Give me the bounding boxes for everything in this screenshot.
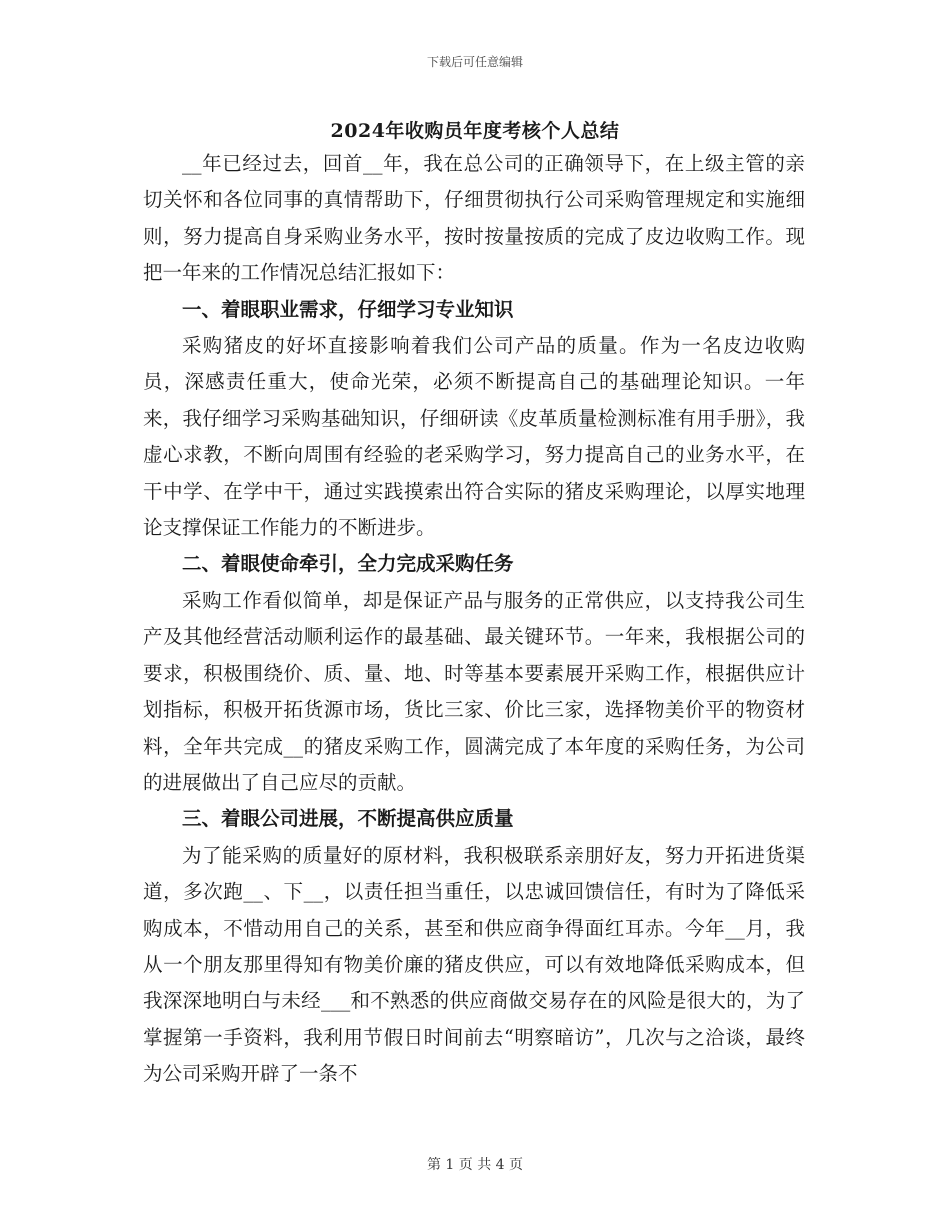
section-2-paragraph: 采购工作看似简单，却是保证产品与服务的正常供应，以支持我公司生产及其他经营活动顺利运作的最基础、最关键环节。一年来，我根据公司的要求，积极围绕价、质、量、地、时等基本要素展开采购工作，根据供应计划指标，积极开拓货源市场，货比三家、价比三家，选择物美价平的物资材料，全年共完成__的猪皮采购工作，圆满完成了本年度的采购任务，为公司的进展做出了自己应尽的贡献。 — [143, 588, 805, 794]
document-body — [143, 146, 805, 1093]
section-1-heading: 一、着眼职业需求，仔细学习专业知识 — [182, 297, 514, 321]
document-title: 2024年收购员年度考核个人总结 — [330, 120, 620, 142]
section-1-paragraph: 采购猪皮的好坏直接影响着我们公司产品的质量。作为一名皮边收购员，深感责任重大，使命光荣，必须不断提高自己的基础理论知识。一年来，我仔细学习采购基础知识，仔细研读《皮革质量检测标准有用手册》，我虚心求教，不断向周围有经验的老采购学习，努力提高自己的业务水平，在干中学、在学中干，通过实践摸索出符合实际的猪皮采购理论，以厚实地理论支撑保证工作能力的不断进步。 — [143, 334, 805, 540]
intro-paragraph: __年已经过去，回首__年，我在总公司的正确领导下，在上级主管的亲切关怀和各位同事的真情帮助下，仔细贯彻执行公司采购管理规定和实施细则，努力提高自身采购业务水平，按时按量按质的完成了皮边收购工作。现把一年来的工作情况总结汇报如下： — [143, 152, 805, 285]
section-2-heading: 二、着眼使命牵引，全力完成采购任务 — [182, 552, 514, 576]
page-indicator: 第 1 页 共 4 页 — [426, 1157, 524, 1173]
section-3-heading: 三、着眼公司进展，不断提高供应质量 — [182, 807, 514, 831]
download-note: 下载后可任意编辑 — [426, 55, 523, 69]
section-3-paragraph: 为了能采购的质量好的原材料，我积极联系亲朋好友，努力开拓进货渠道，多次跑__、下__，以责任担当重任，以忠诚回馈信任，有时为了降低采购成本，不惜动用自己的关系，甚至和供应商争得面红耳赤。今年__月，我从一个朋友那里得知有物美价廉的猪皮供应，可以有效地降低采购成本，但我深深地明白与未经___和不熟悉的供应商做交易存在的风险是很大的，为了掌握第一手资料，我利用节假日时间前去“明察暗访”，几次与之洽谈，最终为公司采购开辟了一条不 — [143, 843, 805, 1086]
